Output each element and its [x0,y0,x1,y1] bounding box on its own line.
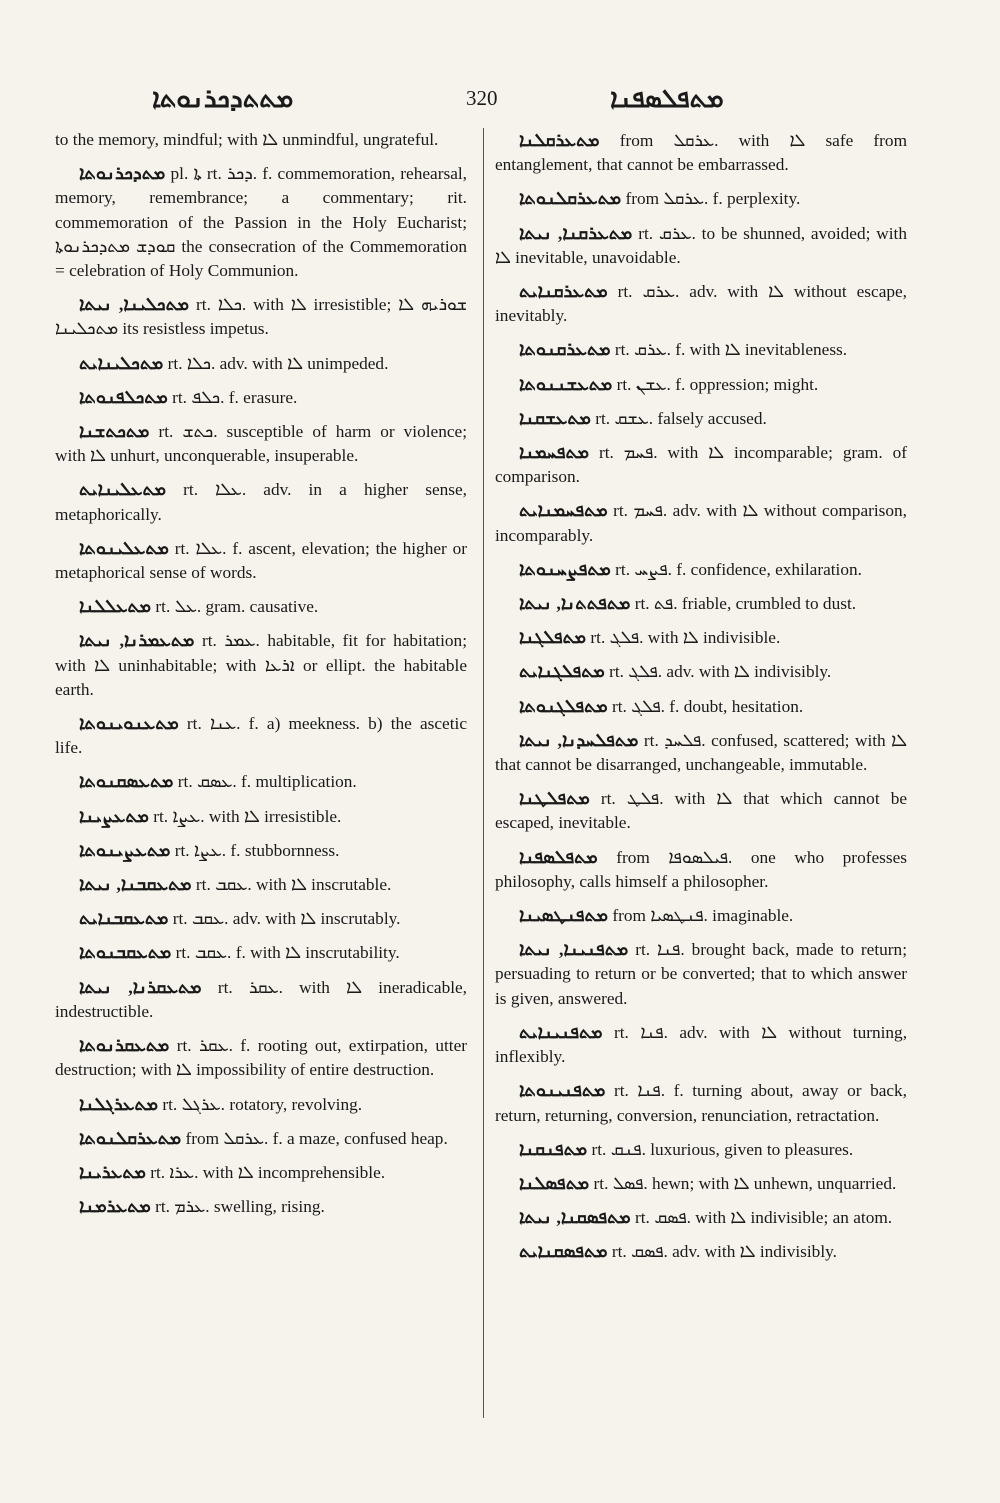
dictionary-entry [495,694,907,719]
entry-definition: rt. ܦܢܐ. brought back, made to return; persuading to return or be converted; that to which answer is given, answered. [495,940,907,1008]
entry-definition: rt. ܥܨܐ. with ܠܐ irresistible. [153,806,342,826]
entry-headword: ܡܬܥܩܒܢܐ, ܢܝܬܐ [79,874,192,895]
entry-headword: ܡܬܥܪܝܢܐ [79,1161,146,1182]
entry-definition: pl. ܬܐ rt. ܕܟܪ. f. commemoration, rehearsal, memory, remembrance; a commentary; rit. commemoration of the Passion in the Holy Eucharist; ܩܘܕܫ ܡܬܕܟܪܢܘܬܐ the consecration of the Commemoration = celebration of Holy Communion. [55,164,467,281]
entry-definition: rt. ܦܨܚ. f. confidence, exhilaration. [615,559,862,579]
dictionary-entry [55,477,467,526]
dictionary-entry [55,1160,467,1185]
dictionary-entry [55,838,467,863]
entry-headword: ܡܬܥܨܝܢܘܬܐ [79,839,171,860]
entry-definition: from ܦܝܠܣܘܦܐ. one who professes philosophy, calls himself a philosopher. [495,847,907,891]
dictionary-entry [495,221,907,270]
dictionary-entry [495,845,907,894]
entry-definition: rt. ܦܚܡ. adv. with ܠܐ without comparison, incomparably. [495,501,907,545]
entry-headword: ܡܬܦܠܣܦܢܐ [519,846,598,867]
entry-headword: ܡܬܕܟܪܢܘܬܐ [79,163,166,184]
dictionary-entry [495,128,907,177]
entry-headword: ܡܬܦܣܩܢܐܝܬ [519,1241,608,1262]
dictionary-entry [55,906,467,931]
entry-headword: ܡܬܦܠܓܢܐܝܬ [519,661,605,682]
entry-headword: ܡܬܥܠܝܢܐܝܬ [79,479,166,500]
dictionary-entry [495,337,907,362]
running-head-left: ܡܬܬܕܟܪܢܘܬܐ [152,84,294,113]
entry-definition: rt. ܟܠܐ. with ܠܐ irresistible; ܫܘܪܝܗ ܠܐ ܡܬܟܠܝܢܐ its resistless impetus. [55,295,468,339]
entry-definition: rt. ܦܣܠ. hewn; with ܠܐ unhewn, unquarried. [593,1173,897,1193]
dictionary-entry [55,628,467,702]
dictionary-entry [55,128,467,152]
entry-headword: ܡܬܥܡܪܢܐ, ܢܝܬܐ [79,630,195,651]
page-header [0,78,1000,118]
entry-definition: from ܥܪܩܠ. f. perplexity. [625,189,801,209]
dictionary-entry [495,279,907,328]
entry-headword: ܡܬܥܩܒܢܐܝܬ [79,908,169,929]
entry-headword: ܡܬܥܫܩܢܐ [519,407,591,428]
entry-definition: rt. ܥܡܪ. habitable, fit for habitation; with ܠܐ uninhabitable; with ܐܪܥܐ or ellipt. the habitable earth. [55,631,467,699]
column-divider [483,128,484,1418]
entry-headword: ܡܬܥܫܢܢܘܬܐ [519,373,613,394]
entry-headword: ܡܬܥܨܝܢܐ [79,805,149,826]
entry-headword: ܡܬܦܠܓܢܘܬܐ [519,695,608,716]
entry-definition: rt. ܦܠܚܕ. confused, scattered; with ܠܐ that cannot be disarranged, unchangeable, immutable. [495,730,908,775]
entry-definition: rt. ܥܪܩ. to be shunned, avoided; with ܠܐ inevitable, unavoidable. [495,223,907,267]
entry-headword: ܡܬܦܢܩܢܐ [519,1138,588,1159]
entry-headword: ܡܬܦܢܝܢܐܝܬ [519,1021,603,1042]
dictionary-entry [55,594,467,619]
entry-headword: ܡܬܥܪܓܠܢܐ [79,1093,159,1114]
entry-definition: rt. ܥܣܩ. f. multiplication. [177,772,357,792]
dictionary-entry [55,1194,467,1219]
entry-headword: ܡܬܦܚܡܢܐ [519,442,589,463]
entry-definition: rt. ܥܪܐ. with ܠܐ incomprehensible. [150,1162,386,1182]
entry-definition: rt. ܦܠܓ. f. doubt, hesitation. [611,696,804,716]
entry-definition: rt. ܥܩܒ. with ܠܐ inscrutable. [195,875,392,895]
dictionary-entry [495,1078,907,1127]
running-head-right: ܡܬܦܠܣܦܢܐ [610,84,724,113]
dictionary-entry [495,557,907,582]
entry-definition: rt. ܥܠܐ. adv. in a higher sense, metaphorically. [55,480,467,524]
dictionary-entry [495,1239,907,1264]
dictionary-entry [495,372,907,397]
entry-headword: ܡܬܥܣܩܢܘܬܐ [79,771,174,792]
dictionary-entry [55,1033,467,1082]
dictionary-entry [495,406,907,431]
entry-headword: ܡܬܟܬܫܢܐ [79,421,150,442]
entry-definition: rt. ܥܫܩ. falsely accused. [595,408,767,428]
left-column [55,128,467,1228]
entry-headword: ܡܬܦܢܝܢܘܬܐ [519,1080,606,1101]
entry-headword: ܡܬܥܪܩܠܢܘܬܐ [519,188,622,209]
dictionary-entry [495,659,907,684]
entry-definition: rt. ܥܪܩ. adv. with ܠܐ without escape, inevitably. [495,282,908,326]
dictionary-entry [55,1126,467,1151]
dictionary-entry [55,1092,467,1117]
entry-definition: rt. ܦܬ. friable, crumbled to dust. [634,594,857,614]
dictionary-entry [495,625,907,650]
entry-definition: to the memory, mindful; with ܠܐ unmindful, ungrateful. [55,130,439,149]
entry-headword: ܡܬܥܩܪܢܘܬܐ [79,1035,170,1056]
entry-definition: rt. ܟܬܫ. susceptible of harm or violence; with ܠܐ unhurt, unconquerable, insuperable. [55,422,467,466]
page-number: 320 [466,86,498,110]
entry-headword: ܡܬܥܪܩܢܐ, ܢܝܬܐ [519,222,633,243]
dictionary-entry [55,351,467,376]
dictionary-entry [55,536,467,585]
entry-definition: rt. ܥܩܪ. f. rooting out, extirpation, utter destruction; with ܠܐ impossibility of entire destruction. [55,1036,467,1080]
entry-definition: rt. ܦܣܩ. with ܠܐ indivisible; an atom. [634,1208,893,1228]
dictionary-entry [495,903,907,928]
entry-definition: rt. ܥܠ. gram. causative. [155,597,319,617]
entry-definition: from ܦܢܛܣܝܐ. imaginable. [612,906,794,926]
entry-definition: rt. ܦܠܓ. adv. with ܠܐ indivisibly. [609,662,832,682]
entry-headword: ܡܬܥܠܠܢܐ [79,596,152,617]
dictionary-entry [55,975,467,1024]
entry-headword: ܡܬܟܠܦܢܘܬܐ [79,386,168,407]
entry-headword: ܡܬܥܢܘܝܢܘܬܐ [79,713,179,734]
dictionary-entry [55,711,467,760]
dictionary-entry [55,804,467,829]
entry-headword: ܡܬܥܩܪܢܐ, ܢܝܬܐ [79,976,202,997]
entry-headword: ܡܬܥܪܩܢܐܝܬ [519,281,608,302]
entry-headword: ܡܬܦܢܛܣܝܢܐ [519,905,609,926]
entry-headword: ܡܬܥܪܩܠܢܘܬܐ [79,1127,182,1148]
dictionary-entry [495,498,907,547]
entry-definition: rt. ܟܠܐ. adv. with ܠܐ unimpeded. [167,353,389,373]
entry-headword: ܡܬܦܨܚܢܘܬܐ [519,558,611,579]
entry-definition: rt. ܥܪܡ. swelling, rising. [155,1197,325,1217]
entry-headword: ܡܬܦܠܚܕܢܐ, ܢܝܬܐ [519,729,639,750]
entry-headword: ܡܬܥܩܒܢܘܬܐ [79,942,172,963]
entry-definition: rt. ܥܪܩ. f. with ܠܐ inevitableness. [614,340,848,360]
entry-headword: ܡܬܦܠܓܢܐ [519,627,587,648]
entry-definition: rt. ܥܪܓܠ. rotatory, revolving. [162,1094,363,1114]
entry-headword: ܡܬܦܚܡܢܐܝܬ [519,500,608,521]
entry-definition: rt. ܦܠܛ. with ܠܐ that which cannot be escaped, inevitable. [495,789,908,833]
dictionary-entry [495,1137,907,1162]
entry-headword: ܡܬܥܪܡܢܐ [79,1196,151,1217]
entry-definition: rt. ܦܢܐ. f. turning about, away or back, return, returning, conversion, renunciation, retractation. [495,1081,908,1125]
entry-definition: rt. ܥܩܒ. adv. with ܠܐ inscrutably. [172,909,401,929]
entry-headword: ܡܬܟܠܝܢܐ, ܢܝܬܐ [79,294,190,315]
dictionary-entry [495,786,907,835]
dictionary-entry [495,937,907,1011]
dictionary-entry [55,292,467,341]
entry-headword: ܡܬܦܣܩܢܐ, ܢܝܬܐ [519,1207,631,1228]
entry-definition: rt. ܥܠܐ. f. ascent, elevation; the higher or metaphorical sense of words. [55,538,468,583]
entry-definition: rt. ܦܠܓ. with ܠܐ indivisible. [590,628,781,648]
dictionary-entry [55,769,467,794]
entry-headword: ܡܬܦܢܝܢܐ, ܢܝܬܐ [519,939,629,960]
right-column [495,128,907,1274]
entry-definition: rt. ܟܠܦ. f. erasure. [172,387,298,407]
dictionary-entry [495,728,907,777]
entry-definition: rt. ܦܚܡ. with ܠܐ incomparable; gram. of comparison. [495,443,908,487]
entry-definition: from ܥܪܩܠ. with ܠܐ safe from entanglement, that cannot be embarrassed. [495,131,908,175]
entry-definition: rt. ܥܩܒ. f. with ܠܐ inscrutability. [175,943,400,963]
dictionary-entry [495,591,907,616]
dictionary-entry [55,161,467,283]
entry-definition: rt. ܦܢܐ. adv. with ܠܐ without turning, inflexibly. [495,1022,908,1067]
dictionary-entry [495,440,907,489]
entry-definition: rt. ܥܨܐ. f. stubbornness. [174,840,340,860]
entry-definition: rt. ܥܩܪ. with ܠܐ ineradicable, indestructible. [55,977,468,1021]
entry-definition: rt. ܦܣܩ. adv. with ܠܐ indivisibly. [611,1242,837,1262]
entry-headword: ܡܬܟܠܝܢܐܝܬ [79,352,164,373]
entry-headword: ܡܬܦܠܛܢܐ [519,788,590,809]
entry-headword: ܡܬܥܪܩܠܢܐ [519,130,600,150]
entry-headword: ܡܬܦܬܬܢܐ, ܢܝܬܐ [519,593,631,614]
entry-definition: from ܥܪܩܠ. f. a maze, confused heap. [185,1128,448,1148]
dictionary-entry [55,419,467,468]
dictionary-entry [55,940,467,965]
entry-headword: ܡܬܥܠܝܢܘܬܐ [79,537,169,558]
dictionary-entry [495,1171,907,1196]
dictionary-entry [55,385,467,410]
dictionary-entry [495,1205,907,1230]
entry-definition: rt. ܥܢܐ. f. a) meekness. b) the ascetic life. [55,714,467,758]
entry-headword: ܡܬܦܣܠܢܐ [519,1172,590,1193]
entry-definition: rt. ܦܢܩ. luxurious, given to pleasures. [591,1139,854,1159]
dictionary-entry [495,186,907,211]
entry-headword: ܡܬܥܪܩܢܘܬܐ [519,339,611,360]
dictionary-entry [495,1020,907,1069]
entry-definition: rt. ܥܫܢ. f. oppression; might. [616,374,819,394]
dictionary-entry [55,872,467,897]
